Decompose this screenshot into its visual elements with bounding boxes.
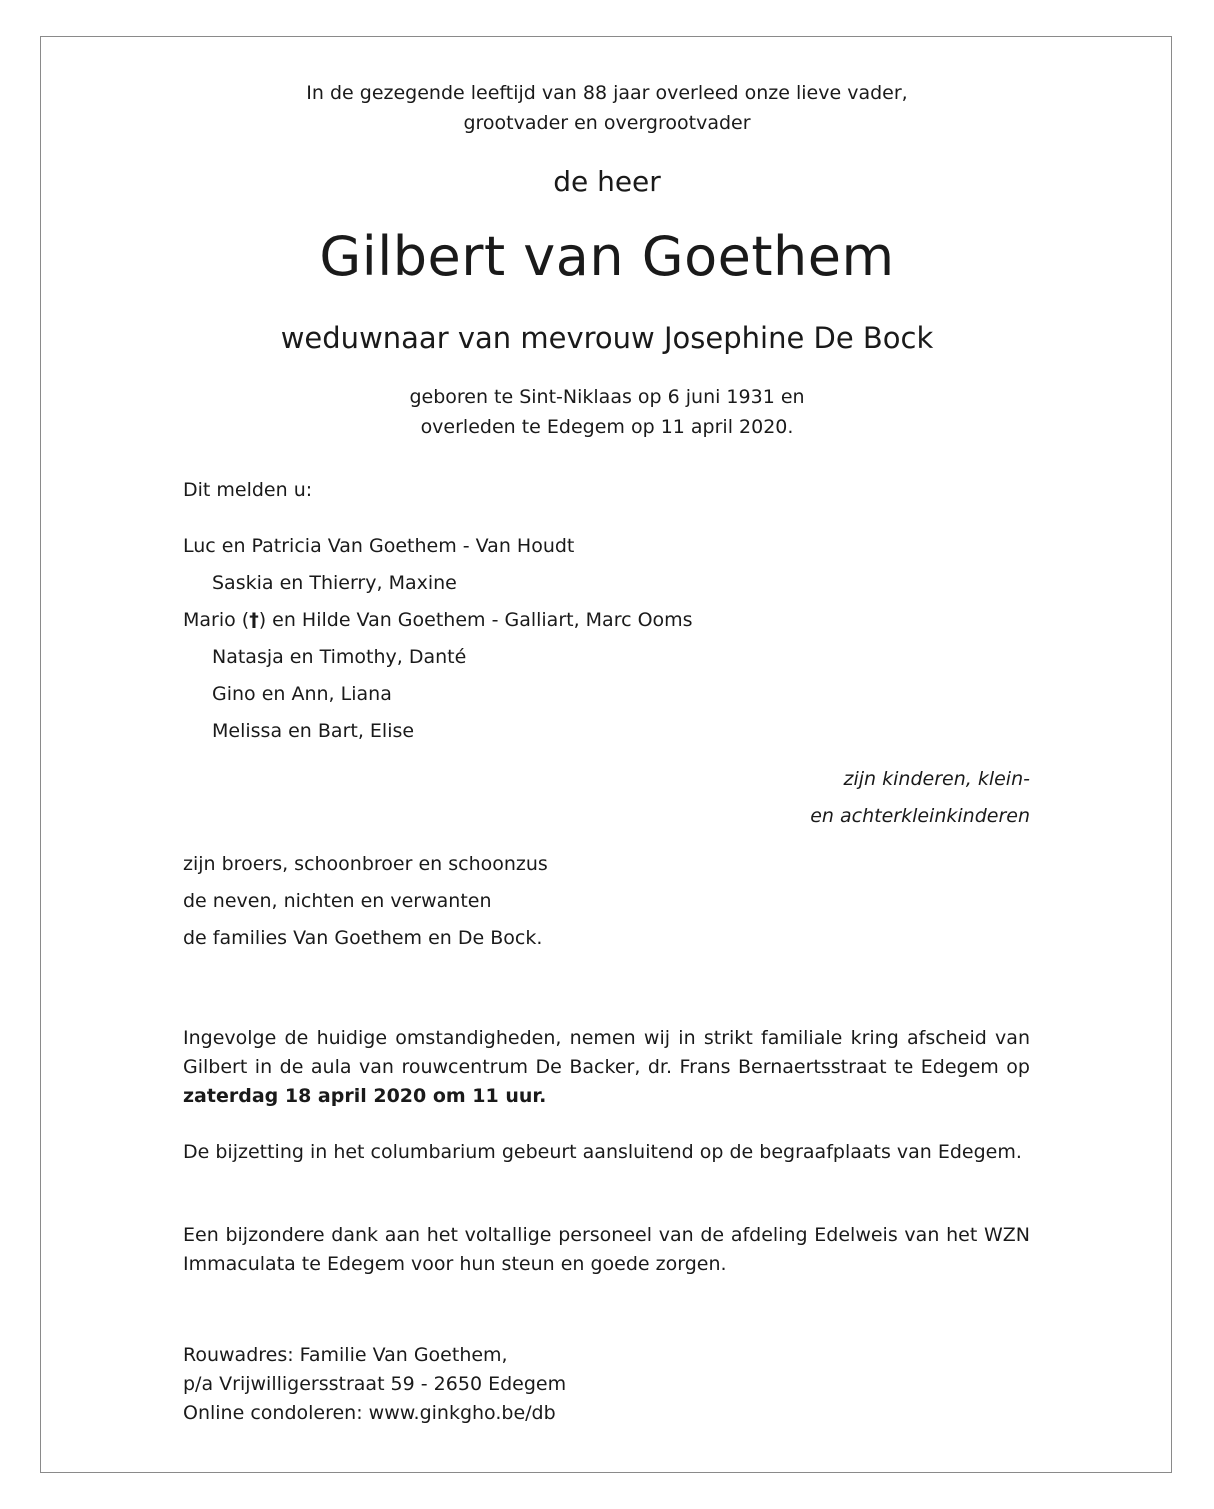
family-text: Mario (: [183, 609, 250, 631]
ceremony-text: Ingevolge de huidige omstandigheden, nemen wij in strikt familiale kring afscheid van Gilbert in de aula van rouwcentrum De Backer, dr. Frans Bernaertsstraat te Edegem op: [183, 1027, 1030, 1078]
online-condolence: Online condoleren: www.ginkgho.be/db: [183, 1402, 556, 1424]
cross-icon: †: [249, 609, 259, 631]
address-label: Rouwadres: Familie Van Goethem,: [183, 1344, 508, 1366]
family-line: Melissa en Bart, Elise: [212, 720, 415, 742]
family-line: Luc en Patricia Van Goethem - Van Houdt: [183, 535, 575, 557]
intro-line-2: grootvader en overgrootvader: [463, 112, 751, 134]
ceremony-paragraph: [183, 1024, 1030, 1111]
announce-line: Dit melden u:: [183, 479, 313, 501]
family-line: Gino en Ann, Liana: [212, 683, 392, 705]
relatives-line: de neven, nichten en verwanten: [183, 890, 492, 912]
thanks-paragraph: Een bijzondere dank aan het voltallige personeel van de afdeling Edelweis van het WZN Immaculata te Edegem voor hun steun en goede zorgen.: [183, 1224, 1030, 1275]
contact-info: [183, 1341, 1030, 1428]
roles-line-2: en achterkleinkinderen: [810, 805, 1030, 827]
family-line: Natasja en Timothy, Danté: [212, 646, 467, 668]
life-dates: [0, 382, 1214, 442]
family-text: ) en Hilde Van Goethem - Galliart, Marc Ooms: [258, 609, 693, 631]
relatives-line: zijn broers, schoonbroer en schoonzus: [183, 853, 548, 875]
intro-text: [0, 78, 1214, 138]
family-line: [183, 602, 1030, 639]
family-line: Saskia en Thierry, Maxine: [212, 572, 457, 594]
address: p/a Vrijwilligersstraat 59 - 2650 Edegem: [183, 1373, 567, 1395]
family-roles: [183, 761, 1030, 835]
widow-line: weduwnaar van mevrouw Josephine De Bock: [280, 321, 934, 355]
death-line: overleden te Edegem op 11 april 2020.: [420, 416, 794, 438]
birth-line: geboren te Sint-Niklaas op 6 juni 1931 en: [409, 386, 805, 408]
relatives-line: de families Van Goethem en De Bock.: [183, 927, 543, 949]
roles-line-1: zijn kinderen, klein-: [843, 768, 1030, 790]
relatives-list: [183, 846, 1030, 957]
salutation: de heer: [553, 165, 661, 198]
intro-line-1: In de gezegende leeftijd van 88 jaar overleed onze lieve vader,: [306, 82, 908, 104]
family-list: [183, 528, 1030, 750]
ceremony-date: zaterdag 18 april 2020 om 11 uur.: [183, 1085, 547, 1107]
burial-paragraph: De bijzetting in het columbarium gebeurt aansluitend op de begraafplaats van Edegem.: [183, 1141, 1022, 1163]
deceased-name: Gilbert van Goethem: [319, 225, 895, 288]
